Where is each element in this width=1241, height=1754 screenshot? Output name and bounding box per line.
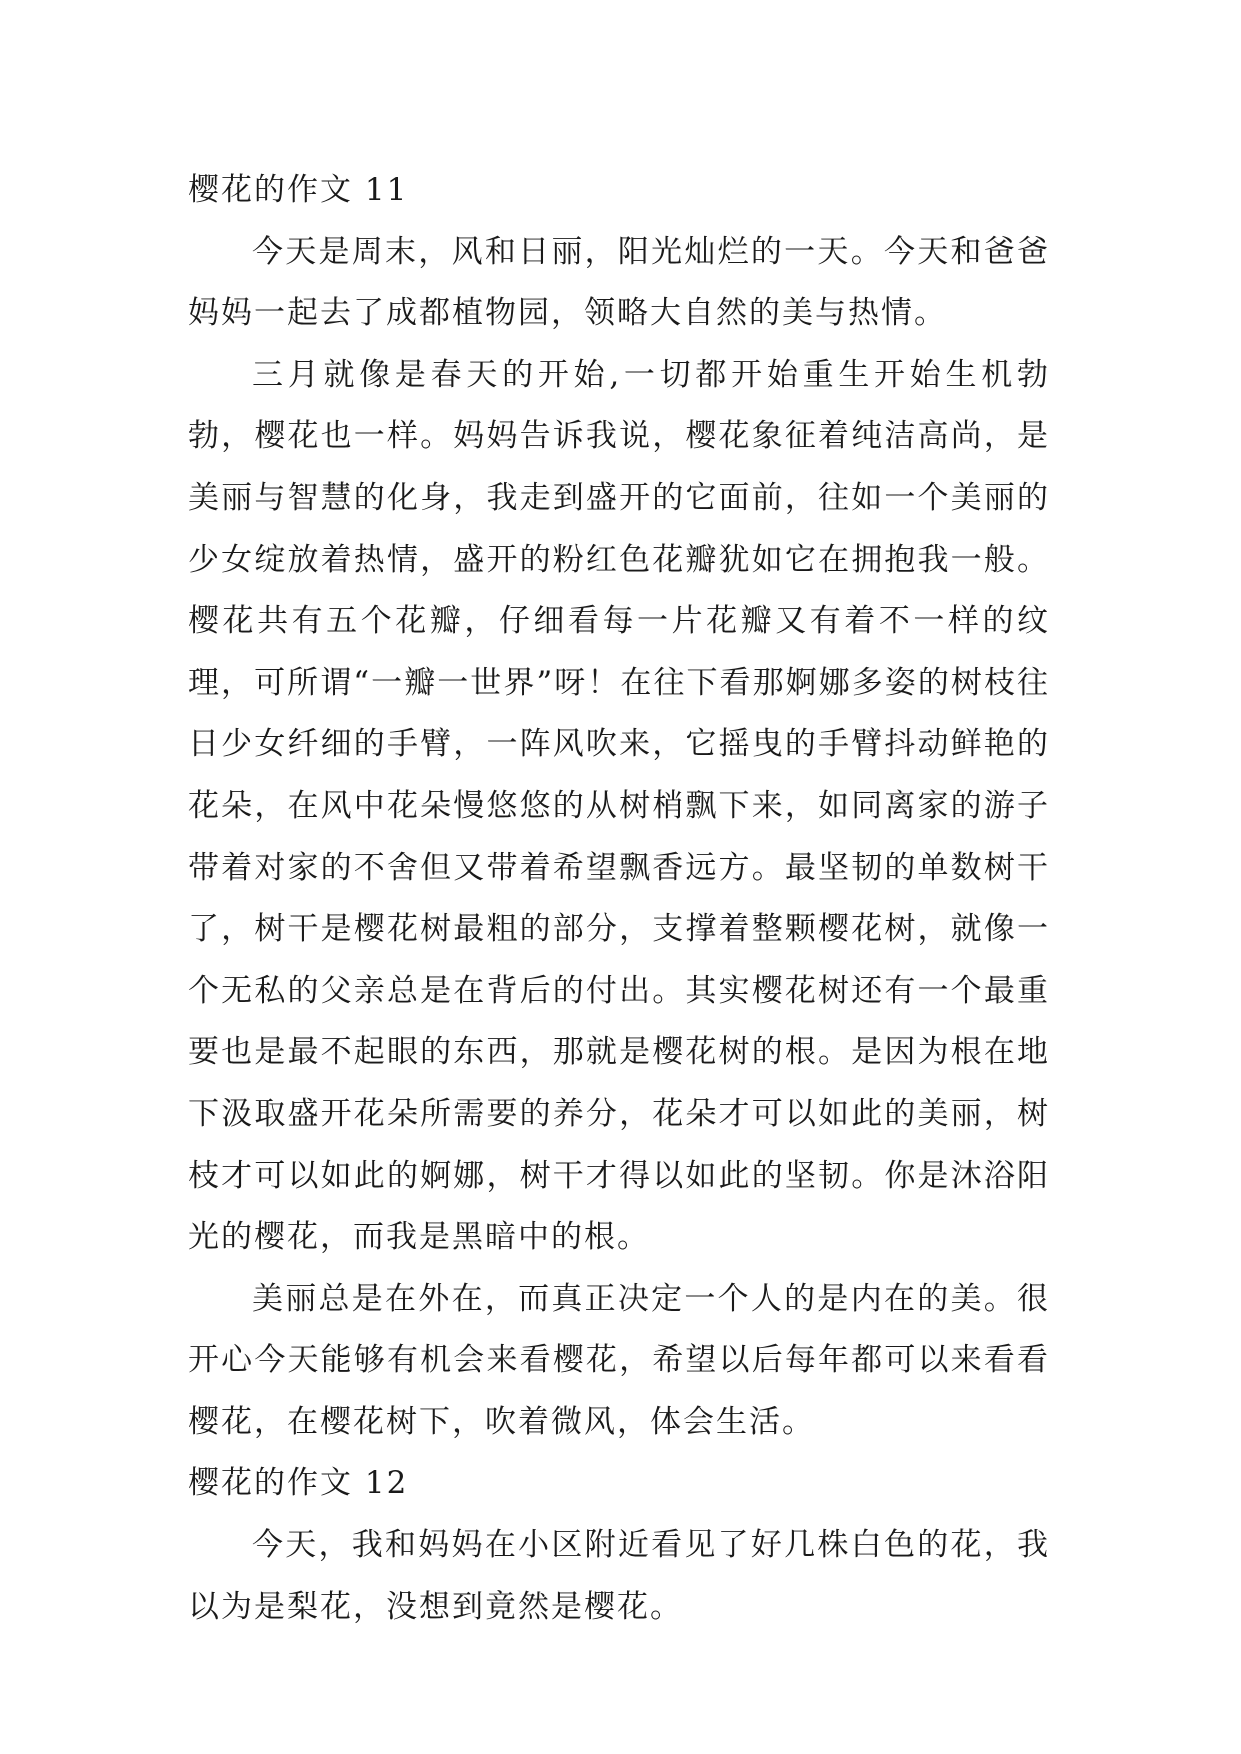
essay-paragraph: 三月就像是春天的开始,一切都开始重生开始生机勃勃，樱花也一样。妈妈告诉我说，樱花象征着纯洁高尚，是美丽与智慧的化身，我走到盛开的它面前，往如一个美丽的少女绽放着热情，盛开的粉红色花瓣犹如它在拥抱我一般。樱花共有五个花瓣，仔细看每一片花瓣又有着不一样的纹理，可所谓“一瓣一世界”呀！在往下看那婀娜多姿的树枝往日少女纤细的手臂，一阵风吹来，它摇曳的手臂抖动鲜艳的花朵，在风中花朵慢悠悠的从树梢飘下来，如同离家的游子带着对家的不舍但又带着希望飘香远方。最坚韧的单数树干了，树干是樱花树最粗的部分，支撑着整颗樱花树，就像一个无私的父亲总是在背后的付出。其实樱花树还有一个最重要也是最不起眼的东西，那就是樱花树的根。是因为根在地下汲取盛开花朵所需要的养分，花朵才可以如此的美丽，树枝才可以如此的婀娜，树干才得以如此的坚韧。你是沐浴阳光的樱花，而我是黑暗中的根。 — [188, 356, 1050, 1256]
essay-paragraph: 今天是周末，风和日丽，阳光灿烂的一天。今天和爸爸妈妈一起去了成都植物园，领略大自然的美与热情。 — [188, 233, 1050, 332]
essay-paragraph: 今天，我和妈妈在小区附近看见了好几株白色的花，我以为是梨花，没想到竟然是樱花。 — [188, 1527, 1050, 1625]
essay-title: 樱花的作文 12 — [188, 1465, 409, 1502]
document-body — [188, 160, 1050, 1638]
essay-title: 樱花的作文 11 — [188, 172, 409, 208]
essay-paragraph: 美丽总是在外在，而真正决定一个人的是内在的美。很开心今天能够有机会来看樱花，希望以后每年都可以来看看樱花，在樱花树下，吹着微风，体会生活。 — [188, 1280, 1050, 1440]
